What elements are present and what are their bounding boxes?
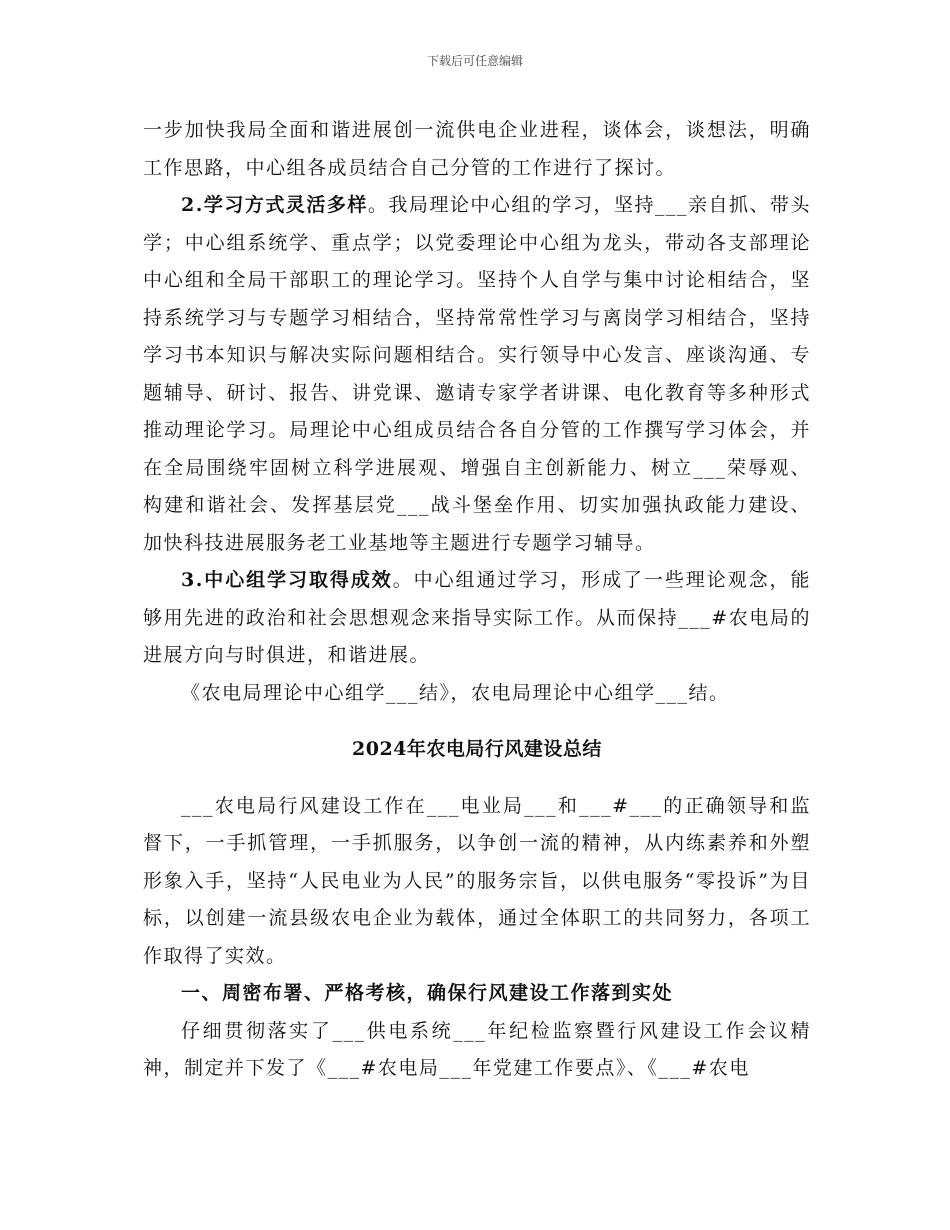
paragraph-5: ___农电局行风建设工作在___电业局___和___#___的正确领导和监督下，一手抓管理，一手抓服务，以争创一流的精神，从内练素养和外塑形象入手，坚持“人民电业为人民”的服务宗旨，以供电服务“零投诉”为目标，以创建一流县级农电企业为载体，通过全体职工的共同努力，各项工作取得了实效。 xyxy=(143,794,811,967)
paragraph-6: 仔细贯彻落实了___供电系统___年纪检监察暨行风建设工作会议精神，制定并下发了《___#农电局___年党建工作要点》、《___#农电 xyxy=(143,1019,811,1079)
page-header: 下载后可任意编辑 xyxy=(426,54,523,68)
document-body xyxy=(143,112,811,1088)
paragraph-3-heading: 3.中心组学习取得成效 xyxy=(181,569,393,591)
paragraph-1: 一步加快我局全面和谐进展创一流供电企业进程，谈体会，谈想法，明确工作思路，中心组各成员结合自己分管的工作进行了探讨。 xyxy=(143,119,811,179)
paragraph-2-body: 。我局理论中心组的学习，坚持___亲自抓、带头学；中心组系统学、重点学；以党委理论中心组为龙头，带动各支部理论中心组和全局干部职工的理论学习。坚持个人自学与集中讨论相结合，坚持系统学习与专题学习相结合，坚持常常性学习与离岗学习相结合，坚持学习书本知识与解决实际问题相结合。实行领导中心发言、座谈沟通、专题辅导、研讨、报告、讲党课、邀请专家学者讲课、电化教育等多种形式推动理论学习。局理论中心组成员结合各自分管的工作撰写学习体会，并在全局围绕牢固树立科学进展观、增强自主创新能力、树立___荣辱观、构建和谐社会、发挥基层党___战斗堡垒作用、切实加强执政能力建设、加快科技进展服务老工业基地等主题进行专题学习辅导。 xyxy=(143,194,811,554)
paragraph-2 xyxy=(143,187,811,562)
section-title: 2024年农电局行风建设总结 xyxy=(352,738,602,760)
paragraph-3 xyxy=(143,562,811,675)
section-heading-1: 一、周密布署、严格考核，确保行风建设工作落到实处 xyxy=(181,982,674,1004)
paragraph-3-body: 。中心组通过学习，形成了一些理论观念，能够用先进的政治和社会思想观念来指导实际工作。从而保持___#农电局的进展方向与时俱进，和谐进展。 xyxy=(143,569,811,666)
paragraph-4: 《农电局理论中心组学___结》，农电局理论中心组学___结。 xyxy=(181,681,730,704)
paragraph-2-heading: 2.学习方式灵活多样 xyxy=(181,194,368,216)
